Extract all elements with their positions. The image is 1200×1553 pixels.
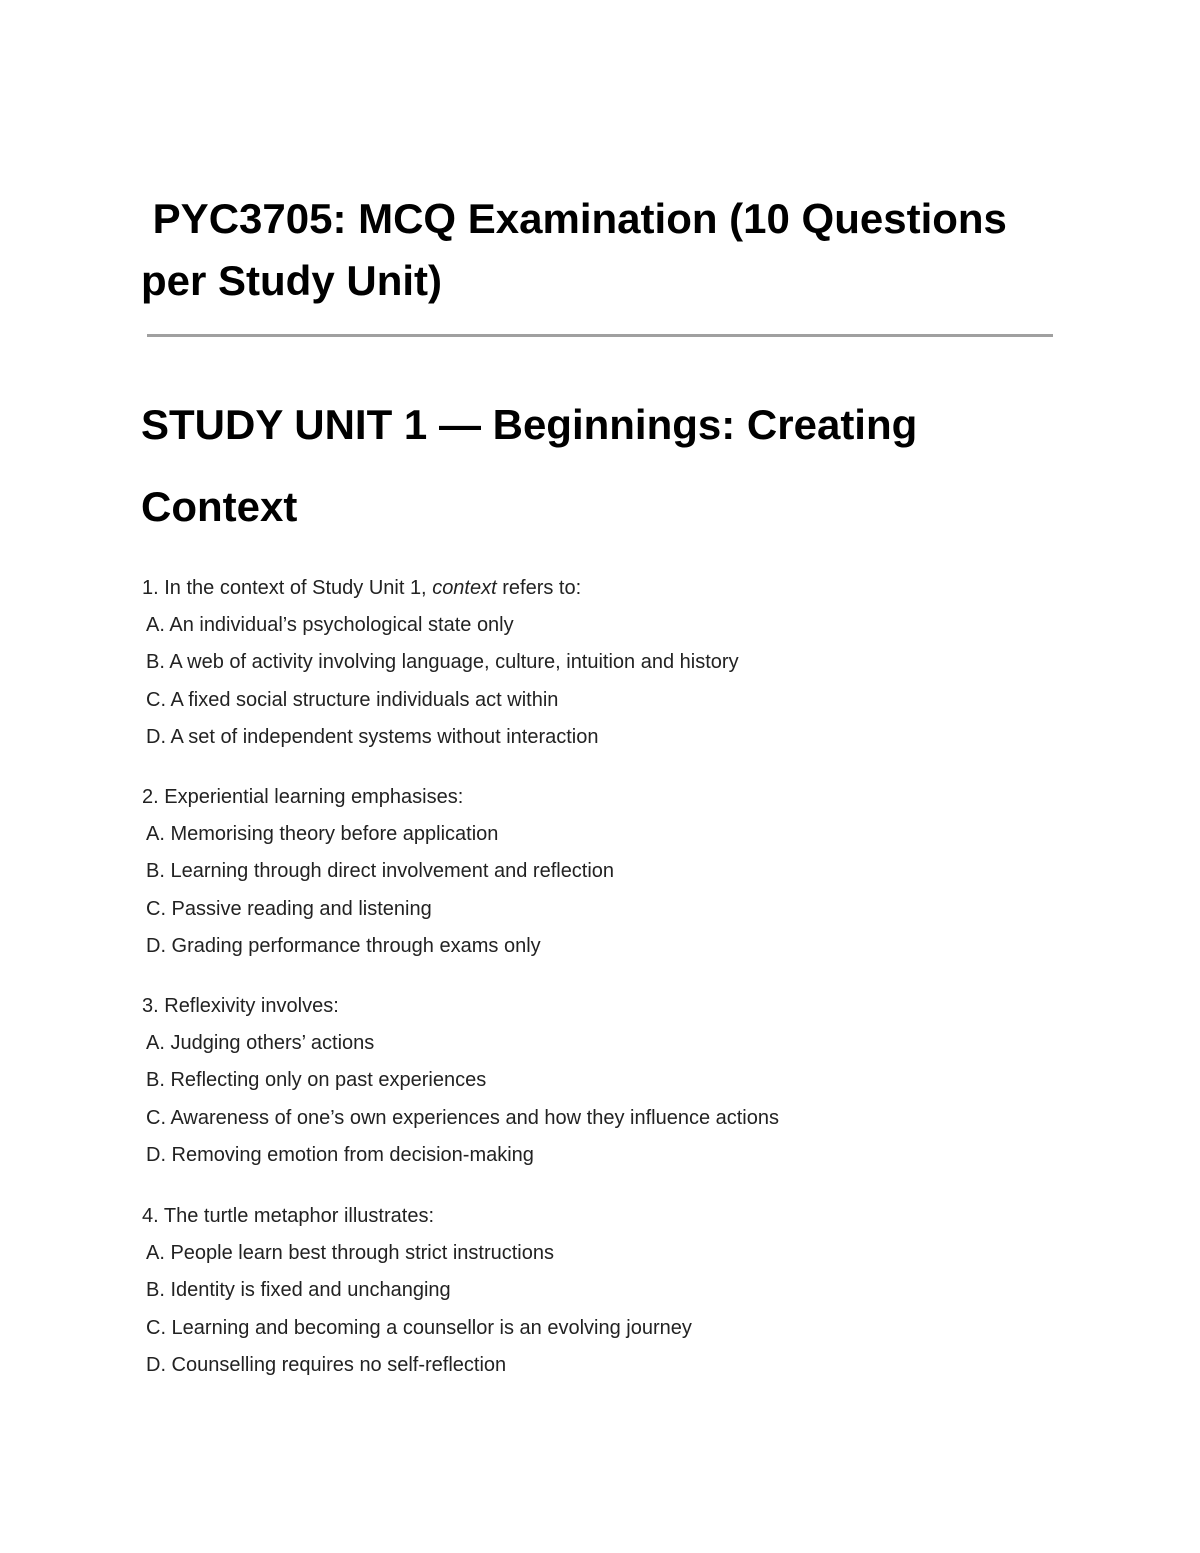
question-stem: [142, 1205, 1042, 1242]
question-stem: [142, 995, 1042, 1032]
answer-option-d: D. A set of independent systems without interaction: [146, 725, 599, 748]
answer-option-b: B. Identity is fixed and unchanging: [146, 1279, 451, 1302]
answer-option-b: B. Reflecting only on past experiences: [146, 1069, 487, 1092]
question-text: In the context of Study Unit 1,: [158, 577, 433, 599]
answer-option-d: D. Grading performance through exams only: [146, 934, 541, 957]
answer-option-b: B. A web of activity involving language, culture, intuition and history: [146, 651, 739, 674]
question-text-emphasis: context: [432, 577, 497, 599]
question-4: [142, 1205, 1042, 1391]
study-unit-heading: STUDY UNIT 1 — Beginnings: Creating Context: [141, 401, 918, 530]
question-2: [142, 786, 1042, 972]
answer-option-c: C. Learning and becoming a counsellor is an evolving journey: [146, 1316, 692, 1339]
question-stem: [142, 577, 1042, 614]
question-text: Experiential learning emphasises:: [158, 786, 464, 808]
answer-option-a: A. People learn best through strict instructions: [146, 1242, 554, 1264]
answer-option-a: A. An individual’s psychological state only: [146, 614, 514, 636]
question-stem: [142, 786, 1042, 823]
answer-option-d: D. Removing emotion from decision-making: [146, 1143, 534, 1166]
question-number: 1.: [142, 577, 159, 599]
answer-option-c: C. A fixed social structure individuals act within: [146, 688, 559, 711]
question-text-end: refers to:: [496, 577, 582, 599]
answer-option-c: C. Passive reading and listening: [146, 897, 432, 920]
answer-option-a: A. Memorising theory before application: [146, 823, 499, 845]
answer-option-a: A. Judging others’ actions: [146, 1032, 375, 1054]
question-1: [142, 577, 1042, 763]
question-number: 2.: [142, 786, 159, 808]
horizontal-divider: [147, 334, 1053, 337]
answer-option-c: C. Awareness of one’s own experiences and how they influence actions: [146, 1106, 779, 1129]
question-number: 4.: [142, 1205, 159, 1227]
answer-option-b: B. Learning through direct involvement and reflection: [146, 860, 615, 883]
question-3: [142, 995, 1042, 1181]
question-text: The turtle metaphor illustrates:: [158, 1205, 434, 1227]
answer-option-d: D. Counselling requires no self-reflection: [146, 1353, 507, 1376]
document-title: PYC3705: MCQ Examination (10 Questions per Study Unit): [141, 195, 1019, 304]
question-text: Reflexivity involves:: [158, 995, 339, 1017]
question-number: 3.: [142, 995, 159, 1017]
